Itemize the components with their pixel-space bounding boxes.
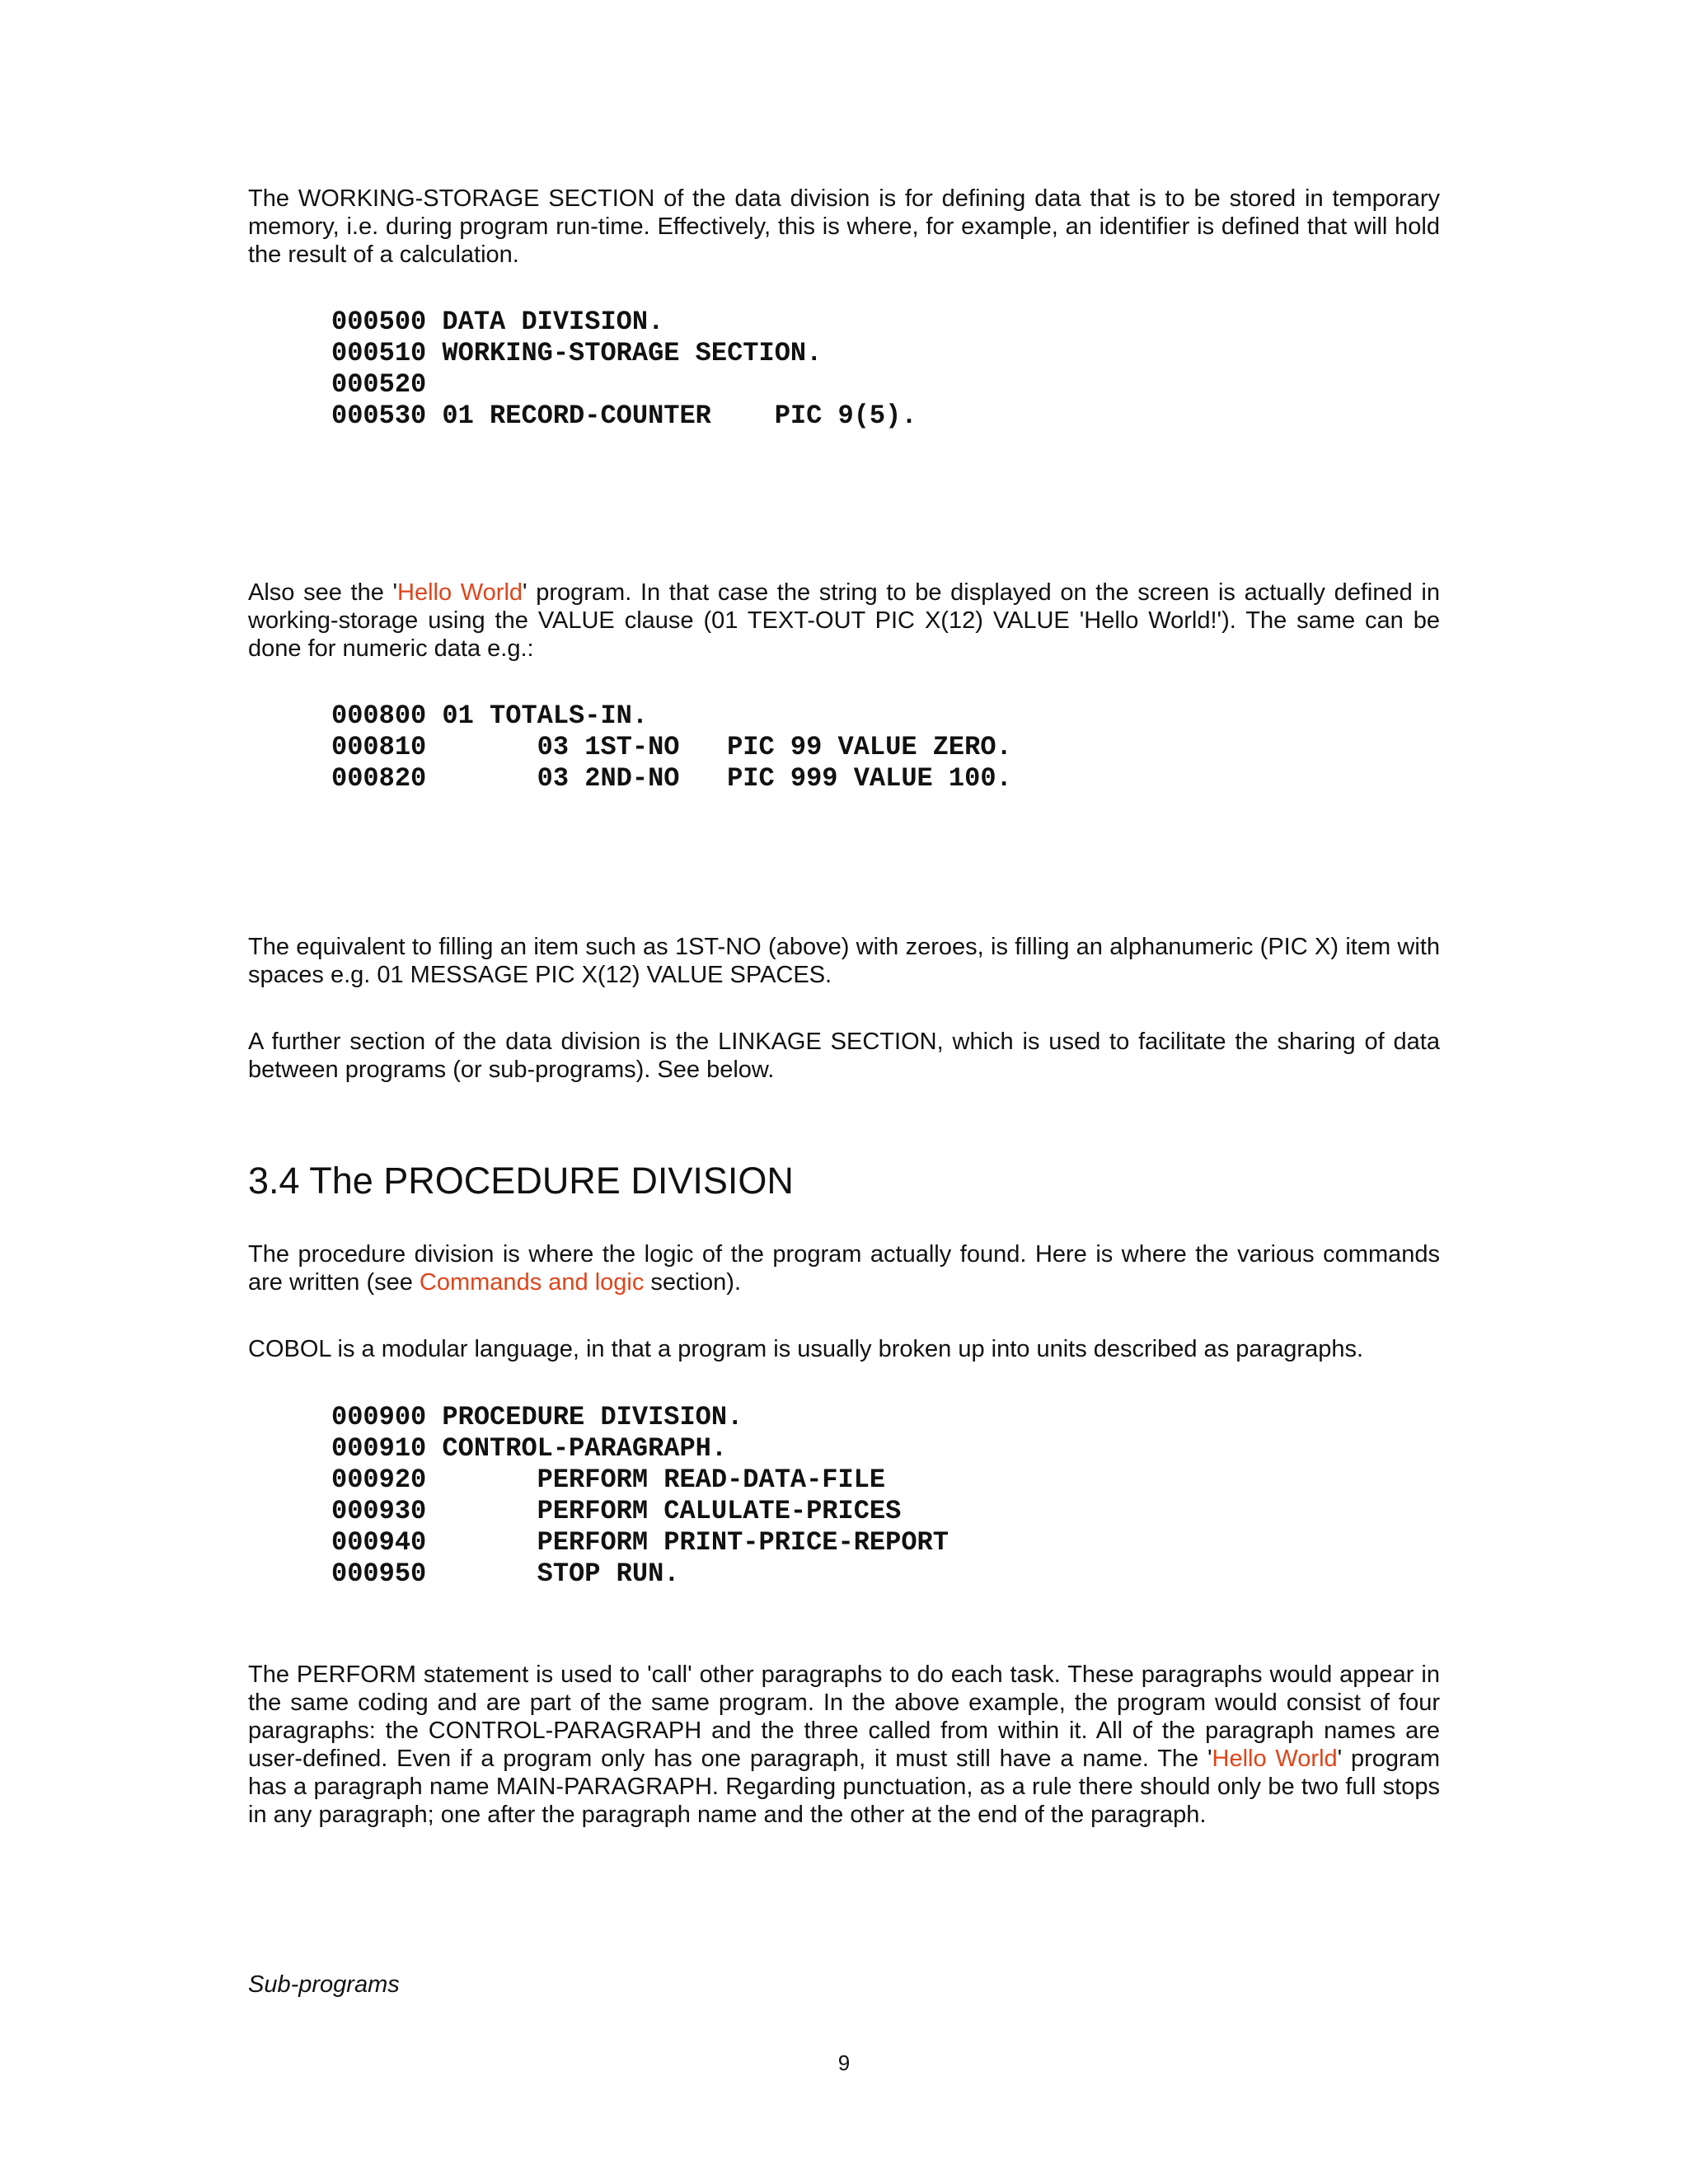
perform-statement-paragraph (248, 1661, 1440, 1829)
procedure-text-after: section). (644, 1269, 742, 1296)
hello-world-link-2[interactable]: Hello World (1212, 1746, 1338, 1772)
section-heading: 3.4 The PROCEDURE DIVISION (248, 1160, 794, 1202)
commands-and-logic-link[interactable]: Commands and logic (419, 1269, 645, 1296)
linkage-section-paragraph: A further section of the data division is the LINKAGE SECTION, which is used to facilitate the sharing of data between programs (or sub-programs). See below. (248, 1029, 1440, 1083)
equivalent-paragraph: The equivalent to filling an item such as 1ST-NO (above) with zeroes, is filling an alphanumeric (PIC X) item with spaces e.g. 01 MESSAGE PIC X(12) VALUE SPACES. (248, 934, 1440, 988)
procedure-text-before: The procedure division is where the logic of the program actually found. Here is where the various commands are written (see (248, 1241, 1440, 1296)
totals-code-block: 000800 01 TOTALS-IN. 000810 03 1ST-NO PIC 99 VALUE ZERO. 000820 03 2ND-NO PIC 999 VALUE 100. (331, 701, 1012, 794)
page-number: 9 (837, 2050, 851, 2075)
hello-world-reference-paragraph (248, 579, 1440, 663)
perform-text-after: ' program has a paragraph name MAIN-PARAGRAPH. Regarding punctuation, as a rule there should only be two full stops in any paragraph; one after the paragraph name and the other at the end of the paragraph. (248, 1746, 1440, 1828)
working-storage-intro: The WORKING-STORAGE SECTION of the data division is for defining data that is to be stored in temporary memory, i.e. during program run-time. Effectively, this is where, for example, an identifier is defined that will hold the result of a calculation. (248, 185, 1440, 268)
procedure-division-paragraph (248, 1240, 1440, 1296)
modular-language-paragraph: COBOL is a modular language, in that a program is usually broken up into units described as paragraphs. (248, 1336, 1364, 1362)
subprograms-heading: Sub-programs (248, 1971, 400, 1998)
data-division-code-block: 000500 DATA DIVISION. 000510 WORKING-STORAGE SECTION. 000520 000530 01 RECORD-COUNTER PIC 9(5). (331, 307, 917, 431)
procedure-code-block: 000900 PROCEDURE DIVISION. 000910 CONTROL-PARAGRAPH. 000920 PERFORM READ-DATA-FILE 000930 PERFORM CALULATE-PRICES 000940 PERFORM PRINT-PRICE-REPORT 000950 STOP RUN. (331, 1402, 949, 1589)
hello-ref-text-after: ' program. In that case the string to be displayed on the screen is actually defined in working-storage using the VALUE clause (01 TEXT-OUT PIC X(12) VALUE 'Hello World!'). The same can be done for numeric data e.g.: (248, 579, 1440, 662)
hello-world-link[interactable]: Hello World (397, 579, 523, 606)
perform-text-before: The PERFORM statement is used to 'call' other paragraphs to do each task. These paragraphs would appear in the same coding and are part of the same program. In the above example, the program would consist of four paragraphs: the CONTROL-PARAGRAPH and the three called from within it. All of the paragraph names are user-defined. Even if a program only has one paragraph, it must still have a name. The ' (248, 1661, 1440, 1772)
hello-ref-text-before: Also see the ' (248, 579, 398, 606)
